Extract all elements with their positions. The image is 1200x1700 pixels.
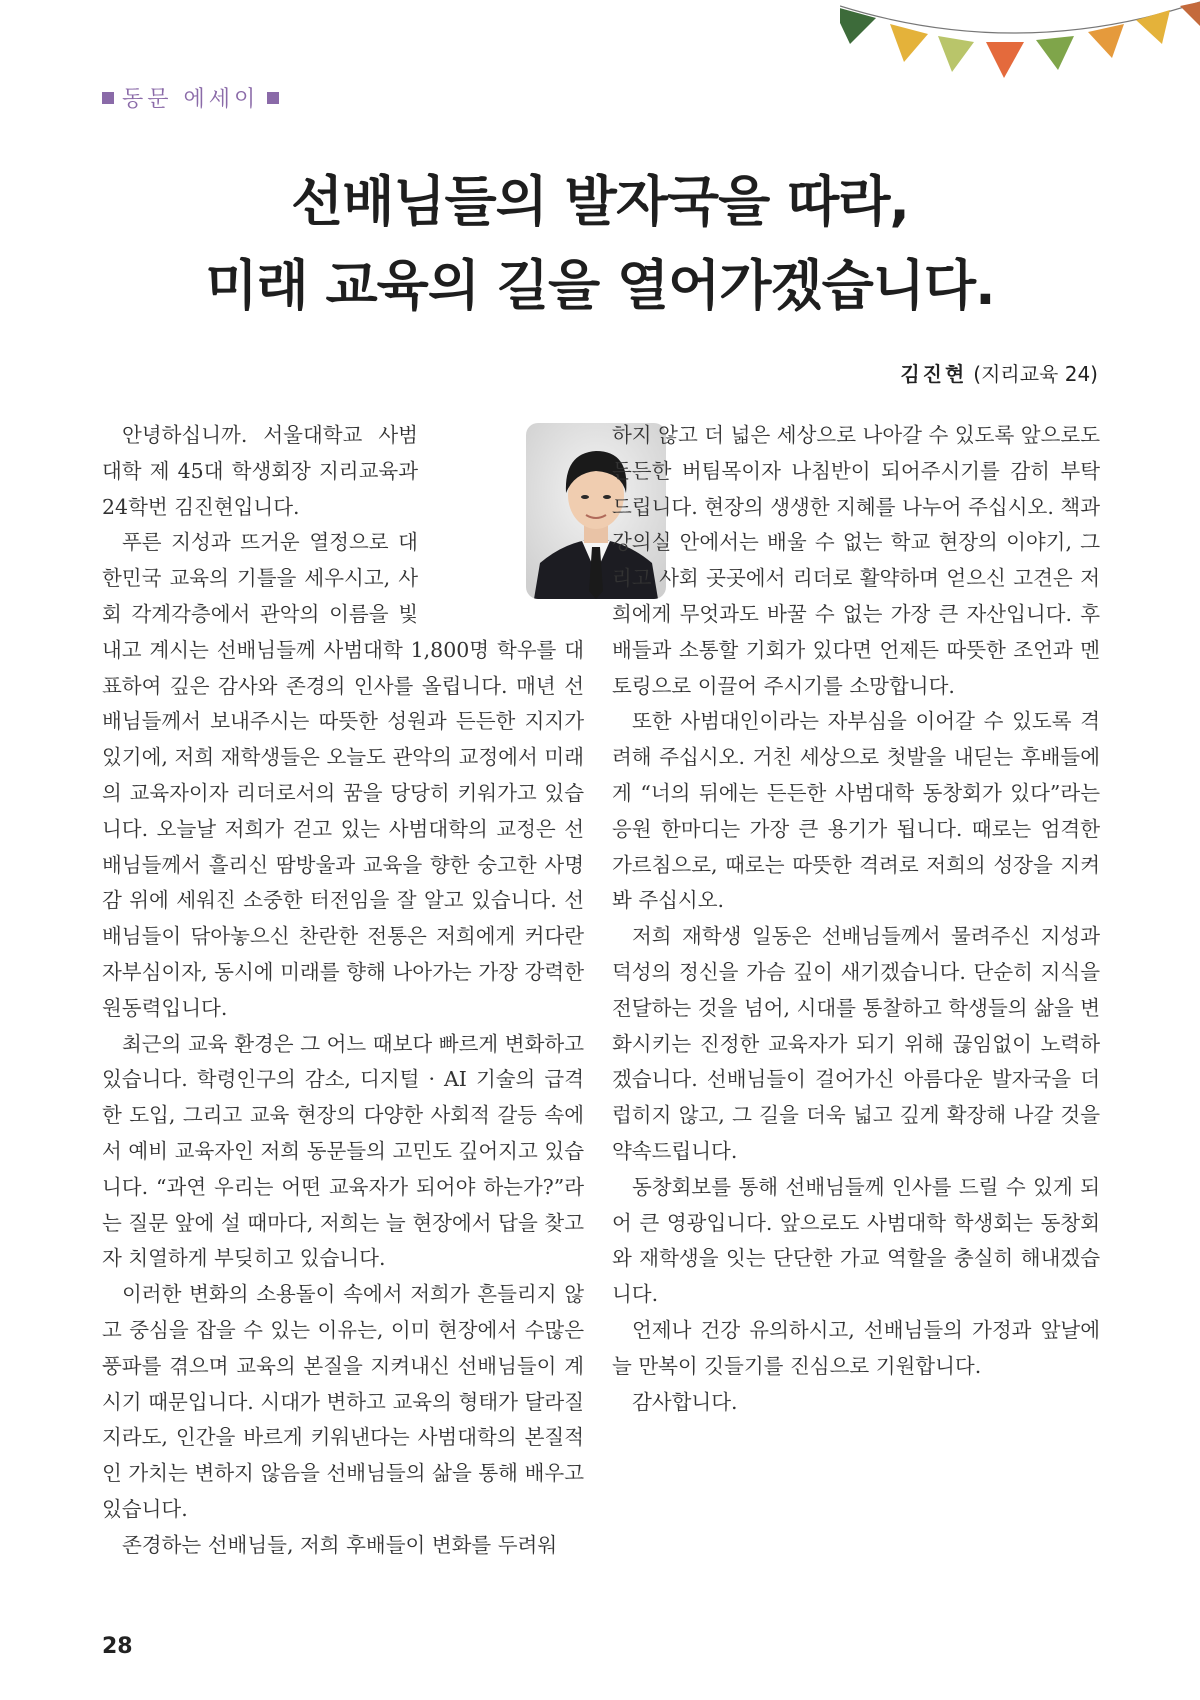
body-paragraph: 안녕하십니까. 서울대학교 사범대학 제 45대 학생회장 지리교육과 24학번 김진현입니다. xyxy=(102,423,418,519)
pennant-flag xyxy=(890,24,928,62)
square-bullet-icon xyxy=(267,92,279,104)
body-paragraph: 또한 사범대인이라는 자부심을 이어갈 수 있도록 격려해 주십시오. 거친 세상으로 첫발을 내딛는 후배들에게 “너의 뒤에는 든든한 사범대학 동창회가 있다”라는 응원 한마디는 가장 큰 용기가 됩니다. 때로는 엄격한 가르침으로, 때로는 따뜻한 격려로 저희의 성장을 지켜봐 주십시오. xyxy=(612,709,1100,913)
article-body-left-column xyxy=(102,418,584,1564)
pennant-flag xyxy=(986,42,1024,78)
body-paragraph: 저희 재학생 일동은 선배님들께서 물려주신 지성과 덕성의 정신을 가슴 깊이 새기겠습니다. 단순히 지식을 전달하는 것을 넘어, 시대를 통찰하고 학생들의 삶을 변화시키는 진정한 교육자가 되기 위해 끊임없이 노력하겠습니다. 선배님들이 걸어가신 아름다운 발자국을 더럽히지 않고, 그 길을 더욱 넓고 깊게 확장해 나갈 것을 약속드립니다. xyxy=(612,924,1100,1163)
pennant-flag xyxy=(1088,24,1124,58)
page-number: 28 xyxy=(102,1634,133,1659)
article-title xyxy=(0,160,1200,328)
article-title-line-2: 미래 교육의 길을 열어가겠습니다. xyxy=(205,254,995,317)
article-body-right-column xyxy=(612,418,1100,1420)
body-paragraph: 최근의 교육 환경은 그 어느 때보다 빠르게 변화하고 있습니다. 학령인구의 감소, 디지털 · AI 기술의 급격한 도입, 그리고 교육 현장의 다양한 사회적 갈등 속에서 예비 교육자인 저희 동문들의 고민도 깊어지고 있습니다. “과연 우리는 어떤 교육자가 되어야 하는가?”라는 질문 앞에 설 때마다, 저희는 늘 현장에서 답을 찾고자 치열하게 부딪히고 있습니다. xyxy=(102,1031,584,1271)
body-paragraph: 동창회보를 통해 선배님들께 인사를 드릴 수 있게 되어 큰 영광입니다. 앞으로도 사범대학 학생회는 동창회와 재학생을 잇는 단단한 가교 역할을 충실히 해내겠습니다. xyxy=(612,1174,1100,1307)
article-title-line-1: 선배님들의 발자국을 따라, xyxy=(291,170,909,233)
author-affiliation: (지리교육 24) xyxy=(973,362,1098,386)
body-paragraph: 하지 않고 더 넓은 세상으로 나아갈 수 있도록 앞으로도 든든한 버팀목이자 나침반이 되어주시기를 감히 부탁드립니다. 현장의 생생한 지혜를 나누어 주십시오. 책과 강의실 안에서는 배울 수 없는 학교 현장의 이야기, 그리고 사회 곳곳에서 리더로 활약하며 얻으신 고견은 저희에게 무엇과도 바꿀 수 없는 가장 큰 자산입니다. 후배들과 소통할 기회가 있다면 언제든 따뜻한 조언과 멘토링으로 이끌어 주시기를 소망합니다. xyxy=(612,423,1100,698)
bunting-decoration xyxy=(840,0,1200,100)
pennant-flag xyxy=(1180,0,1200,30)
body-paragraph: 푸른 지성과 뜨거운 열정으로 대한민국 교육의 기틀을 세우시고, 사회 각계각층에서 관악의 이름을 빛내고 계시는 선배님들께 사범대학 1,800명 학우를 대표하여 깊은 감사와 존경의 인사를 올립니다. 매년 선배님들께서 보내주시는 따뜻한 성원과 든든한 지지가 있기에, 저희 재학생들은 오늘도 관악의 교정에서 미래의 교육자이자 리더로서의 꿈을 당당히 키워가고 있습니다. 오늘날 저희가 걷고 있는 사범대학의 교정은 선배님들께서 흘리신 땀방울과 교육을 향한 숭고한 사명감 위에 세워진 소중한 터전임을 잘 알고 있습니다. 선배님들이 닦아놓으신 찬란한 전통은 저희에게 커다란 자부심이자, 동시에 미래를 향해 나아가는 가장 강력한 원동력입니다. xyxy=(102,530,584,1020)
author-byline xyxy=(900,358,1098,387)
pennant-flag xyxy=(1036,36,1074,70)
square-bullet-icon xyxy=(102,92,114,104)
author-name: 김진현 xyxy=(900,362,968,386)
body-paragraph: 언제나 건강 유의하시고, 선배님들의 가정과 앞날에 늘 만복이 깃들기를 진심으로 기원합니다. xyxy=(612,1317,1100,1378)
body-paragraph: 존경하는 선배님들, 저희 후배들이 변화를 두려워 xyxy=(122,1532,558,1557)
section-tag xyxy=(102,82,279,113)
pennant-flag xyxy=(938,36,974,72)
body-paragraph: 감사합니다. xyxy=(632,1389,738,1414)
body-paragraph: 이러한 변화의 소용돌이 속에서 저희가 흔들리지 않고 중심을 잡을 수 있는 이유는, 이미 현장에서 수많은 풍파를 겪으며 교육의 본질을 지켜내신 선배님들이 계시기 때문입니다. 시대가 변하고 교육의 형태가 달라질지라도, 인간을 바르게 키워낸다는 사범대학의 본질적인 가치는 변하지 않음을 선배님들의 삶을 통해 배우고 있습니다. xyxy=(102,1282,584,1521)
section-tag-label: 동문 에세이 xyxy=(122,87,260,112)
photo-spacer xyxy=(442,422,584,600)
pennant-flag xyxy=(1136,10,1170,44)
